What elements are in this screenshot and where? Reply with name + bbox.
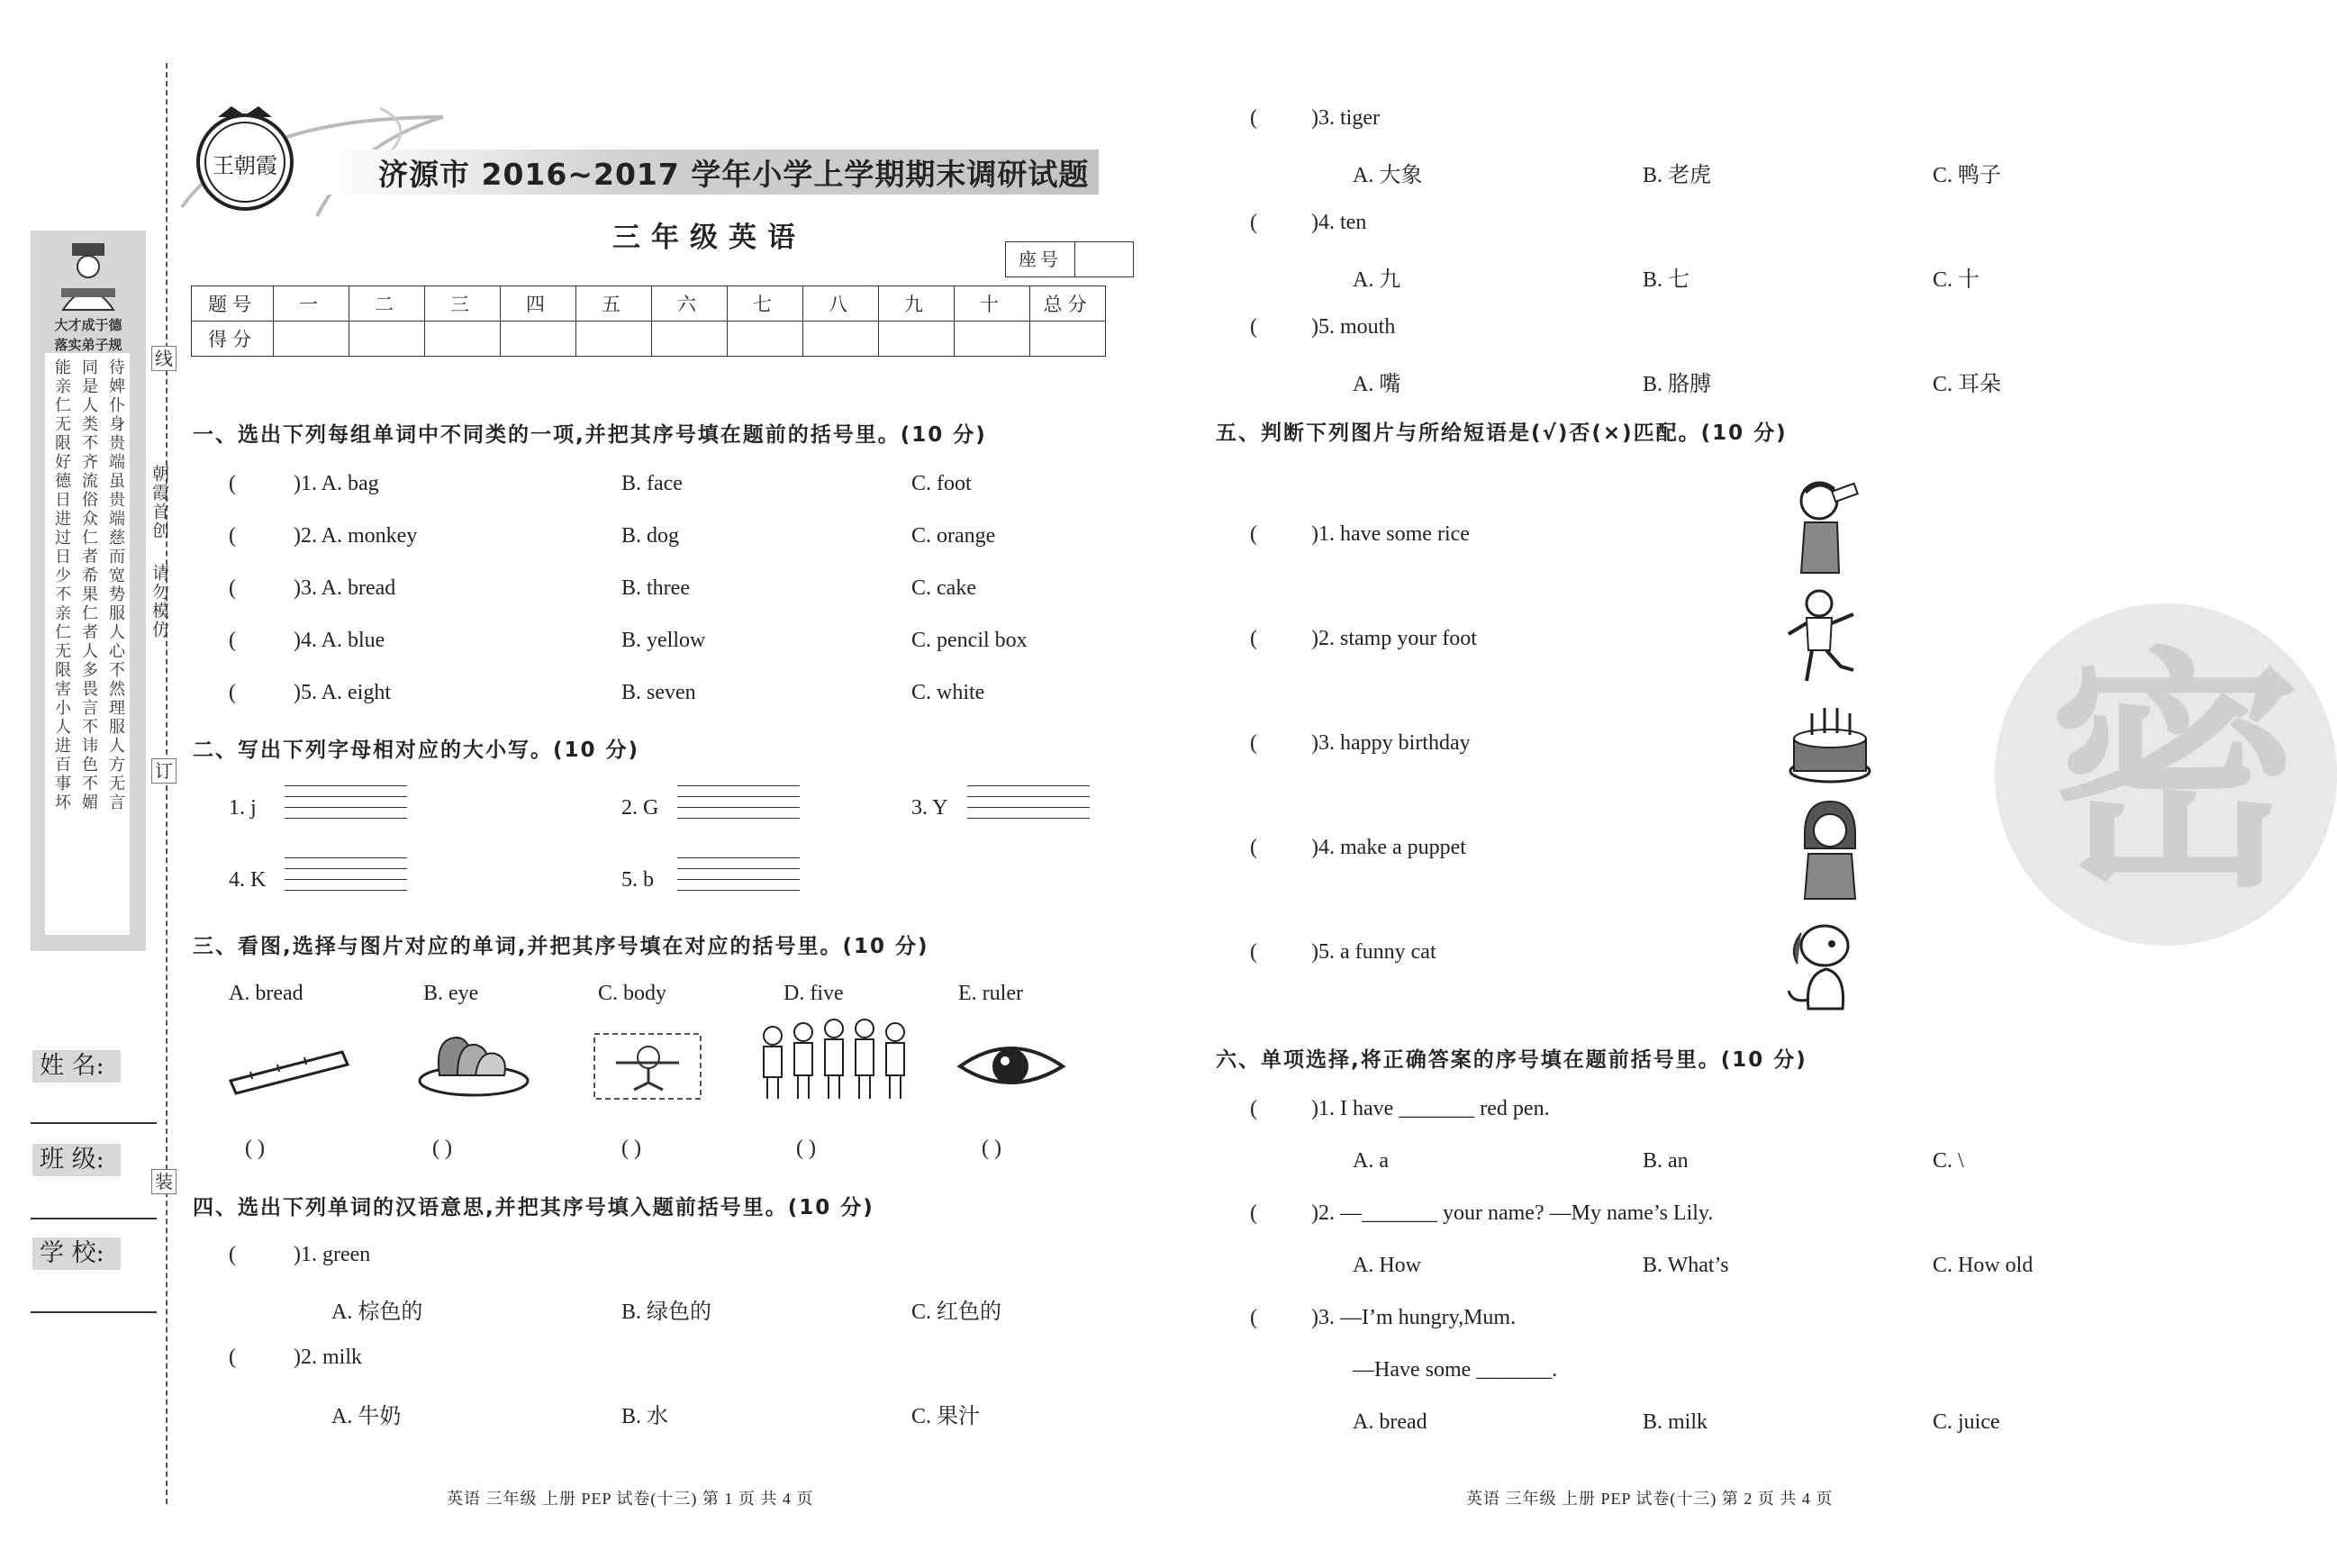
phrase-item: )4. make a puppet <box>1311 836 1466 859</box>
option-b: B. 水 <box>621 1405 669 1428</box>
seat-number-box <box>1005 241 1134 277</box>
motto-column: 能亲仁无限好德日进过日少不亲仁无限害小人进百事坏 <box>52 358 71 812</box>
motto-title-2: 落实弟子规 <box>54 337 122 353</box>
answer-paren[interactable]: ( <box>1250 836 1257 859</box>
birthday-cake-picture-icon <box>1787 699 1873 787</box>
class-field[interactable] <box>31 1218 157 1219</box>
score-value-row <box>192 322 1106 357</box>
answer-paren[interactable]: ( <box>1250 1097 1257 1120</box>
answer-paren[interactable]: ( <box>229 1346 236 1369</box>
writing-lines[interactable] <box>285 785 407 825</box>
letter-item: 5. b <box>621 868 654 892</box>
five-kids-picture-icon <box>755 1016 913 1106</box>
score-table <box>191 286 1106 357</box>
answer-paren[interactable]: ( <box>1250 522 1257 546</box>
answer-paren[interactable]: ( <box>229 681 236 704</box>
writing-lines[interactable] <box>967 785 1090 825</box>
seat-label: 座号 <box>1006 242 1075 276</box>
word-option: C. body <box>598 982 667 1005</box>
exam-title: 济源市 2016~2017 学年小学上学期期末调研试题 <box>378 157 1090 192</box>
name-label: 姓 名: <box>32 1050 121 1083</box>
motto-columns <box>50 358 126 812</box>
option-c: C. foot <box>911 472 972 495</box>
girl-puppet-picture-icon <box>1792 798 1868 902</box>
motto-title-1: 大才成于德 <box>54 317 122 333</box>
option-c: C. juice <box>1933 1410 2000 1434</box>
seal-mark-ding: 订 <box>151 758 177 784</box>
letter-item: 4. K <box>229 868 267 892</box>
option-a: A. a <box>1353 1149 1389 1173</box>
question-item: )1. A. bag <box>294 472 379 495</box>
boy-drinking-picture-icon <box>1783 474 1873 576</box>
part1-heading: 一、选出下列每组单词中不同类的一项,并把其序号填在题前的括号里。(10 分) <box>193 423 987 447</box>
phrase-item: )1. have some rice <box>1311 522 1470 546</box>
watermark-glyph: 密 <box>2049 628 2301 921</box>
seat-input[interactable] <box>1075 242 1133 276</box>
writing-lines[interactable] <box>285 857 407 897</box>
answer-paren[interactable]: ( <box>1250 627 1257 650</box>
score-cell: 七 <box>728 286 803 322</box>
motto-column: 待婢仆身贵端虽贵端慈而宽势服人心不然理服人方无言 <box>106 358 125 812</box>
score-cell: 一 <box>274 286 349 322</box>
score-input[interactable] <box>274 322 349 357</box>
option-c: C. cake <box>911 576 976 600</box>
question-item-line2: —Have some _______. <box>1353 1358 1558 1382</box>
score-input[interactable] <box>652 322 728 357</box>
question-item: )4. ten <box>1311 211 1367 234</box>
brand-logo-icon <box>191 103 299 214</box>
eye-picture-icon <box>955 1036 1068 1095</box>
option-b: B. seven <box>621 681 696 704</box>
option-c: C. white <box>911 681 985 704</box>
score-cell: 五 <box>576 286 652 322</box>
word-option: A. bread <box>229 982 303 1005</box>
answer-paren[interactable]: ( <box>1250 731 1257 755</box>
letter-item: 1. j <box>229 796 257 820</box>
question-item: )5. A. eight <box>294 681 391 704</box>
option-a: A. bread <box>1353 1410 1427 1434</box>
word-option: B. eye <box>423 982 479 1005</box>
score-cell: 四 <box>501 286 576 322</box>
school-field[interactable] <box>31 1311 157 1313</box>
score-input[interactable] <box>803 322 879 357</box>
option-b: B. 绿色的 <box>621 1301 712 1324</box>
seal-mark-zhuang: 装 <box>151 1169 177 1194</box>
answer-paren[interactable]: ( <box>1250 211 1257 234</box>
option-c: C. \ <box>1933 1149 1964 1173</box>
score-header-row <box>192 286 1106 322</box>
answer-paren[interactable]: ( <box>1250 106 1257 130</box>
body-picture-icon <box>589 1027 708 1106</box>
answer-paren[interactable]: ( <box>1250 315 1257 339</box>
score-input[interactable] <box>879 322 955 357</box>
part3-heading: 三、看图,选择与图片对应的单词,并把其序号填在对应的括号里。(10 分) <box>193 935 929 958</box>
option-b: B. milk <box>1643 1410 1708 1434</box>
phrase-item: )2. stamp your foot <box>1311 627 1477 650</box>
binding-dashed-line <box>166 63 168 1504</box>
option-b: B. dog <box>621 524 680 548</box>
picture-answer-paren[interactable]: ( ) <box>245 1137 265 1160</box>
score-input[interactable] <box>576 322 652 357</box>
side-note-2: 请勿模仿 <box>149 564 169 639</box>
score-cell: 二 <box>349 286 425 322</box>
option-c: C. 十 <box>1933 268 1980 292</box>
score-cell: 六 <box>652 286 728 322</box>
exam-subtitle: 三年级英语 <box>612 222 806 254</box>
option-b: B. yellow <box>621 629 706 652</box>
option-a: A. 九 <box>1353 268 1401 292</box>
option-b: B. face <box>621 472 683 495</box>
phrase-item: )3. happy birthday <box>1311 731 1471 755</box>
letter-item: 2. G <box>621 796 659 820</box>
score-cell: 总分 <box>1030 286 1106 322</box>
question-item: )2. —_______ your name? —My name’s Lily. <box>1311 1201 1714 1225</box>
answer-paren[interactable]: ( <box>1250 940 1257 964</box>
option-c: C. 耳朵 <box>1933 373 2002 396</box>
option-a: A. 嘴 <box>1353 373 1401 396</box>
option-c: C. How old <box>1933 1254 2034 1277</box>
side-note-1: 朝霞首创 <box>149 465 169 540</box>
option-a: A. 棕色的 <box>331 1301 423 1324</box>
word-option: E. ruler <box>958 982 1023 1005</box>
answer-paren[interactable]: ( <box>229 629 236 652</box>
option-a: A. 牛奶 <box>331 1405 402 1428</box>
score-cell: 三 <box>425 286 501 322</box>
part4-heading: 四、选出下列单词的汉语意思,并把其序号填入题前括号里。(10 分) <box>193 1196 874 1219</box>
option-b: B. 七 <box>1643 268 1690 292</box>
page-footer-right: 英语 三年级 上册 PEP 试卷(十三) 第 2 页 共 4 页 <box>1466 1490 1834 1508</box>
writing-lines[interactable] <box>677 785 800 825</box>
word-option: D. five <box>784 982 844 1005</box>
question-item: )3. tiger <box>1311 106 1380 130</box>
motto-column: 同是人类不齐流俗众仁者希果仁者人多畏言不讳色不媚 <box>79 358 98 812</box>
answer-paren[interactable]: ( <box>1250 1201 1257 1225</box>
score-input[interactable] <box>425 322 501 357</box>
option-a: A. How <box>1353 1254 1421 1277</box>
score-input[interactable] <box>728 322 803 357</box>
phrase-item: )5. a funny cat <box>1311 940 1436 964</box>
answer-paren[interactable]: ( <box>229 524 236 548</box>
boy-stamping-picture-icon <box>1780 584 1868 688</box>
option-b: B. an <box>1643 1149 1689 1173</box>
score-input[interactable] <box>501 322 576 357</box>
name-field[interactable] <box>31 1122 157 1124</box>
question-item: )4. A. blue <box>294 629 385 652</box>
question-item: )1. green <box>294 1243 371 1266</box>
question-item: )3. A. bread <box>294 576 396 600</box>
option-c: C. 红色的 <box>911 1301 1002 1324</box>
score-cell: 八 <box>803 286 879 322</box>
picture-answer-paren[interactable]: ( ) <box>432 1137 452 1160</box>
school-label: 学 校: <box>32 1237 121 1270</box>
class-label: 班 级: <box>32 1144 121 1176</box>
score-cell: 九 <box>879 286 955 322</box>
bread-picture-icon <box>416 1029 533 1101</box>
writing-lines[interactable] <box>677 857 800 897</box>
part6-heading: 六、单项选择,将正确答案的序号填在题前括号里。(10 分) <box>1216 1048 1807 1072</box>
part5-heading: 五、判断下列图片与所给短语是(√)否(×)匹配。(10 分) <box>1216 421 1788 445</box>
question-item: )1. I have _______ red pen. <box>1311 1097 1550 1120</box>
score-input[interactable] <box>955 322 1030 357</box>
score-cell: 十 <box>955 286 1030 322</box>
letter-item: 3. Y <box>911 796 948 820</box>
question-item: )3. —I’m hungry,Mum. <box>1311 1306 1517 1329</box>
confidential-watermark <box>1995 603 2337 946</box>
picture-answer-paren[interactable]: ( ) <box>982 1137 1001 1160</box>
option-b: B. What’s <box>1643 1254 1729 1277</box>
page-footer-left: 英语 三年级 上册 PEP 试卷(十三) 第 1 页 共 4 页 <box>447 1490 814 1508</box>
scholar-figure-icon <box>45 236 131 313</box>
score-input[interactable] <box>349 322 425 357</box>
question-item: )5. mouth <box>1311 315 1396 339</box>
ruler-picture-icon <box>225 1045 351 1099</box>
question-item: )2. A. monkey <box>294 524 418 548</box>
answer-paren[interactable]: ( <box>229 1243 236 1266</box>
option-c: C. 果汁 <box>911 1405 981 1428</box>
score-cell: 题号 <box>192 286 274 322</box>
seal-mark-xian: 线 <box>151 346 177 371</box>
option-b: B. three <box>621 576 690 600</box>
option-c: C. 鸭子 <box>1933 164 2002 187</box>
answer-paren[interactable]: ( <box>229 576 236 600</box>
part2-heading: 二、写出下列字母相对应的大小写。(10 分) <box>193 739 640 762</box>
option-b: B. 胳膊 <box>1643 373 1712 396</box>
logo-text: 王朝霞 <box>213 153 277 178</box>
answer-paren[interactable]: ( <box>229 472 236 495</box>
option-c: C. pencil box <box>911 629 1028 652</box>
option-a: A. 大象 <box>1353 164 1423 187</box>
option-c: C. orange <box>911 524 996 548</box>
option-b: B. 老虎 <box>1643 164 1712 187</box>
picture-answer-paren[interactable]: ( ) <box>796 1137 816 1160</box>
answer-paren[interactable]: ( <box>1250 1306 1257 1329</box>
question-item: )2. milk <box>294 1346 362 1369</box>
funny-dog-picture-icon <box>1783 919 1859 1016</box>
score-cell: 得分 <box>192 322 274 357</box>
score-input[interactable] <box>1030 322 1106 357</box>
picture-answer-paren[interactable]: ( ) <box>621 1137 641 1160</box>
